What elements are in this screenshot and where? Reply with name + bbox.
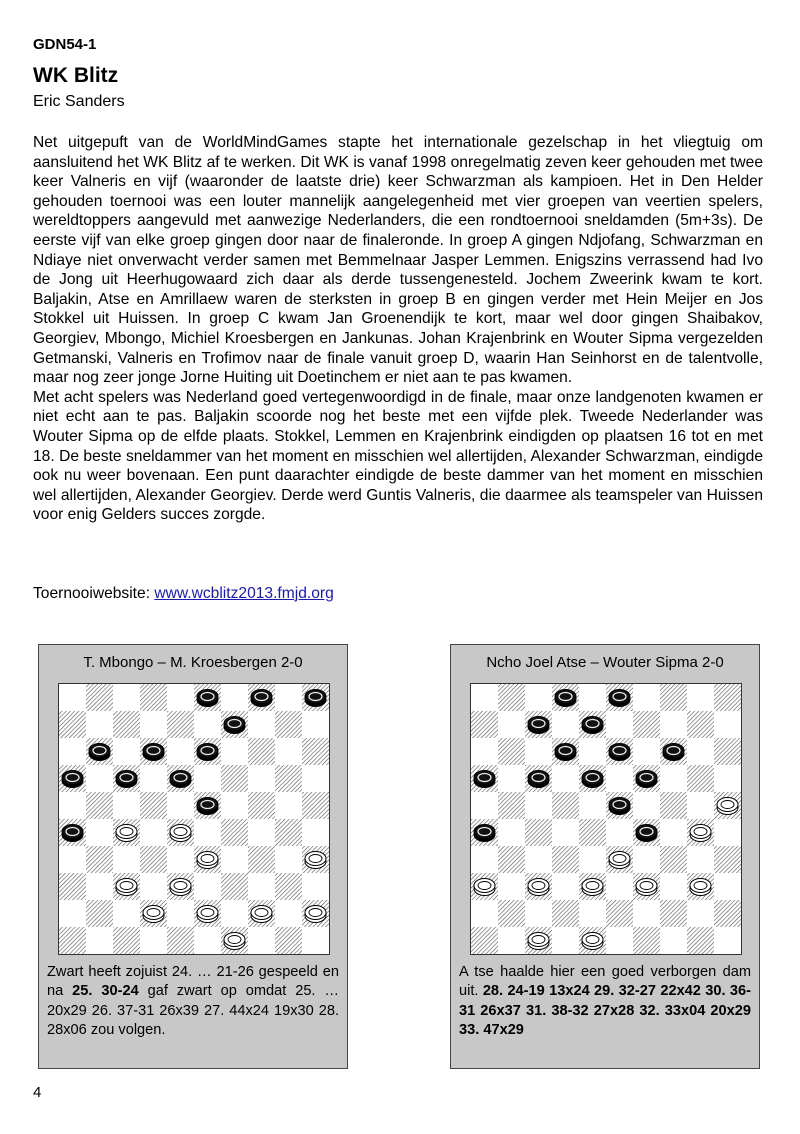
light-square bbox=[140, 927, 167, 954]
black-piece bbox=[62, 771, 83, 788]
light-square bbox=[552, 711, 579, 738]
black-piece bbox=[528, 717, 549, 734]
black-piece bbox=[474, 771, 495, 788]
dark-square bbox=[86, 792, 113, 819]
light-square bbox=[113, 846, 140, 873]
light-square bbox=[248, 927, 275, 954]
light-square bbox=[687, 846, 714, 873]
dark-square bbox=[687, 711, 714, 738]
light-square bbox=[86, 819, 113, 846]
checkers-board bbox=[58, 683, 330, 955]
light-square bbox=[525, 900, 552, 927]
white-piece bbox=[690, 879, 711, 896]
light-square bbox=[525, 738, 552, 765]
white-piece bbox=[474, 879, 495, 896]
article-body bbox=[33, 133, 763, 525]
light-square bbox=[579, 738, 606, 765]
article-author: Eric Sanders bbox=[33, 93, 125, 110]
dark-square bbox=[113, 927, 140, 954]
light-square bbox=[302, 873, 329, 900]
light-square bbox=[498, 873, 525, 900]
light-square bbox=[221, 792, 248, 819]
dark-square bbox=[498, 900, 525, 927]
light-square bbox=[633, 792, 660, 819]
black-piece bbox=[582, 717, 603, 734]
white-piece bbox=[197, 906, 218, 923]
article-title: WK Blitz bbox=[33, 64, 119, 87]
website-label: Toernooiwebsite: bbox=[33, 585, 155, 602]
dark-square bbox=[275, 819, 302, 846]
dark-square bbox=[660, 792, 687, 819]
light-square bbox=[525, 846, 552, 873]
light-square bbox=[221, 846, 248, 873]
light-square bbox=[167, 792, 194, 819]
light-square bbox=[248, 765, 275, 792]
light-square bbox=[498, 927, 525, 954]
dark-square bbox=[275, 927, 302, 954]
dark-square bbox=[167, 711, 194, 738]
light-square bbox=[471, 900, 498, 927]
light-square bbox=[167, 738, 194, 765]
light-square bbox=[167, 684, 194, 711]
dark-square bbox=[59, 873, 86, 900]
black-piece bbox=[609, 798, 630, 815]
light-square bbox=[194, 711, 221, 738]
light-square bbox=[221, 738, 248, 765]
dark-square bbox=[140, 792, 167, 819]
website-link[interactable]: www.wcblitz2013.fmjd.org bbox=[154, 585, 334, 602]
light-square bbox=[606, 711, 633, 738]
dark-square bbox=[579, 819, 606, 846]
light-square bbox=[167, 846, 194, 873]
black-piece bbox=[582, 771, 603, 788]
dark-square bbox=[86, 846, 113, 873]
light-square bbox=[606, 765, 633, 792]
diagram-title: Ncho Joel Atse – Wouter Sipma 2-0 bbox=[486, 654, 724, 671]
dark-square bbox=[221, 765, 248, 792]
white-piece bbox=[170, 879, 191, 896]
white-piece bbox=[116, 879, 137, 896]
light-square bbox=[687, 738, 714, 765]
light-square bbox=[167, 900, 194, 927]
dark-square bbox=[248, 846, 275, 873]
light-square bbox=[59, 684, 86, 711]
light-square bbox=[302, 711, 329, 738]
light-square bbox=[113, 684, 140, 711]
light-square bbox=[194, 819, 221, 846]
light-square bbox=[660, 873, 687, 900]
dark-square bbox=[302, 738, 329, 765]
caption-text: A tse haalde hier een goed verborgen dam uit. bbox=[459, 964, 751, 1000]
white-piece bbox=[251, 906, 272, 923]
light-square bbox=[687, 684, 714, 711]
light-square bbox=[302, 819, 329, 846]
article-paragraph-1: Net uitgepuft van de WorldMindGames stapte het internationale gezelschap in het vliegtuig om aansluitend het WK Blitz af te werken. Dit WK is vanaf 1998 onregelmatig zeven keer gehouden met twee keer Valneris en vijf (waaronder de laatste drie) keer Schwarzman als kampioen. Het in Den Helder gehouden toernooi was een louter mannelijk aangelegenheid met vier groepen van veertien spelers, wereldtoppers aangevuld met aanwezige Nederlanders, die een rondtoernooi sneldamden (5m+3s). De eerste vijf van elke groep gingen door naar de finaleronde. In groep A gingen Ndjofang, Schwarzman en Ndiaye niet onverwacht verder samen met Bemmelnaar Jasper Lemmen. Enigszins verrassend had Ivo de Jong uit Heerhugowaard zich daar als derde tussengenesteld. Jochem Zweerink kwam te kort. Baljakin, Atse en Amrillaew waren de sterksten in groep B en gingen verder met Hein Meijer en Jos Stokkel uit Huissen. In groep C kwam Jan Groenendijk te kort, maar wel door gingen Shaibakov, Georgiev, Mbongo, Michiel Kroesbergen en Jankunas. Johan Krajenbrink en Wouter Sipma vergezelden Getmanski, Valneris en Trofimov naar de finale vanuit groep D, waarin Han Seinhorst en de talentvolle, maar nog zeer jonge Jorne Huiting uit Doetinchem er niet aan te pas kwamen. bbox=[33, 134, 763, 387]
light-square bbox=[248, 711, 275, 738]
dark-square bbox=[221, 819, 248, 846]
light-square bbox=[660, 819, 687, 846]
light-square bbox=[59, 846, 86, 873]
light-square bbox=[660, 765, 687, 792]
white-piece bbox=[636, 879, 657, 896]
board-svg bbox=[59, 684, 329, 954]
dark-square bbox=[714, 846, 741, 873]
dark-square bbox=[302, 792, 329, 819]
white-piece bbox=[305, 852, 326, 869]
white-piece bbox=[582, 879, 603, 896]
dark-square bbox=[86, 684, 113, 711]
light-square bbox=[140, 711, 167, 738]
dark-square bbox=[633, 711, 660, 738]
black-piece bbox=[62, 825, 83, 842]
dark-square bbox=[275, 711, 302, 738]
black-piece bbox=[528, 771, 549, 788]
light-square bbox=[687, 792, 714, 819]
light-square bbox=[140, 819, 167, 846]
light-square bbox=[714, 765, 741, 792]
light-square bbox=[471, 684, 498, 711]
dark-square bbox=[660, 684, 687, 711]
light-square bbox=[660, 927, 687, 954]
dark-square bbox=[552, 792, 579, 819]
black-piece bbox=[197, 798, 218, 815]
diagram-title: T. Mbongo – M. Kroesbergen 2-0 bbox=[83, 654, 303, 671]
black-piece bbox=[224, 717, 245, 734]
light-square bbox=[687, 900, 714, 927]
white-piece bbox=[528, 933, 549, 950]
light-square bbox=[525, 684, 552, 711]
black-piece bbox=[474, 825, 495, 842]
dark-square bbox=[59, 711, 86, 738]
light-square bbox=[633, 684, 660, 711]
light-square bbox=[498, 711, 525, 738]
light-square bbox=[498, 765, 525, 792]
light-square bbox=[248, 819, 275, 846]
light-square bbox=[714, 711, 741, 738]
black-piece bbox=[609, 744, 630, 761]
dark-square bbox=[498, 846, 525, 873]
light-square bbox=[714, 819, 741, 846]
black-piece bbox=[555, 744, 576, 761]
dark-square bbox=[552, 846, 579, 873]
white-piece bbox=[717, 798, 738, 815]
black-piece bbox=[305, 690, 326, 707]
light-square bbox=[606, 819, 633, 846]
light-square bbox=[471, 792, 498, 819]
dark-square bbox=[552, 900, 579, 927]
black-piece bbox=[636, 825, 657, 842]
dark-square bbox=[498, 738, 525, 765]
black-piece bbox=[89, 744, 110, 761]
article-paragraph-2: Met acht spelers was Nederland goed vertegenwoordigd in de finale, maar onze landgenoten kwamen er niet echt aan te pas. Baljakin scoorde nog het beste met een vijfde plek. Tweede Nederlander was Wouter Sipma op de elfde plaats. Stokkel, Lemmen en Krajenbrink eindigden op plaatsen 16 tot en met 18. De beste sneldammer van het moment en misschien wel allertijden, Alexander Schwarzman, eindigde ook nu weer bovenaan. Een punt daarachter eindigde de beste dammer van het moment en misschien wel allertijden, Alexander Georgiev. Derde werd Guntis Valneris, die daarmee als teamspeler van Huissen voor enig Gelders succes zorgde. bbox=[33, 388, 763, 524]
light-square bbox=[498, 819, 525, 846]
light-square bbox=[471, 738, 498, 765]
dark-square bbox=[660, 900, 687, 927]
white-piece bbox=[224, 933, 245, 950]
board-svg bbox=[471, 684, 741, 954]
black-piece bbox=[609, 690, 630, 707]
dark-square bbox=[525, 819, 552, 846]
black-piece bbox=[197, 744, 218, 761]
light-square bbox=[113, 900, 140, 927]
black-piece bbox=[143, 744, 164, 761]
magazine-code: GDN54-1 bbox=[33, 36, 97, 53]
light-square bbox=[59, 738, 86, 765]
light-square bbox=[714, 873, 741, 900]
light-square bbox=[140, 765, 167, 792]
black-piece bbox=[170, 771, 191, 788]
diagram-panel-1 bbox=[38, 644, 348, 1069]
dark-square bbox=[498, 684, 525, 711]
black-piece bbox=[197, 690, 218, 707]
dark-square bbox=[113, 711, 140, 738]
dark-square bbox=[86, 900, 113, 927]
dark-square bbox=[221, 873, 248, 900]
dark-square bbox=[248, 738, 275, 765]
light-square bbox=[606, 927, 633, 954]
light-square bbox=[248, 873, 275, 900]
caption-bold-moves: 25. 30-24 bbox=[72, 983, 139, 1000]
light-square bbox=[552, 873, 579, 900]
dark-square bbox=[714, 738, 741, 765]
light-square bbox=[579, 792, 606, 819]
dark-square bbox=[275, 765, 302, 792]
light-square bbox=[552, 765, 579, 792]
light-square bbox=[194, 927, 221, 954]
light-square bbox=[86, 873, 113, 900]
white-piece bbox=[582, 933, 603, 950]
light-square bbox=[194, 873, 221, 900]
dark-square bbox=[714, 684, 741, 711]
light-square bbox=[714, 927, 741, 954]
website-line bbox=[33, 585, 334, 603]
dark-square bbox=[59, 927, 86, 954]
checkers-board bbox=[470, 683, 742, 955]
light-square bbox=[302, 927, 329, 954]
light-square bbox=[633, 900, 660, 927]
dark-square bbox=[471, 927, 498, 954]
light-square bbox=[275, 684, 302, 711]
light-square bbox=[221, 684, 248, 711]
dark-square bbox=[471, 711, 498, 738]
dark-square bbox=[633, 927, 660, 954]
dark-square bbox=[275, 873, 302, 900]
black-piece bbox=[555, 690, 576, 707]
black-piece bbox=[663, 744, 684, 761]
light-square bbox=[113, 792, 140, 819]
page-number: 4 bbox=[33, 1084, 42, 1101]
black-piece bbox=[636, 771, 657, 788]
dark-square bbox=[687, 927, 714, 954]
light-square bbox=[633, 846, 660, 873]
light-square bbox=[275, 792, 302, 819]
white-piece bbox=[116, 825, 137, 842]
light-square bbox=[579, 846, 606, 873]
light-square bbox=[221, 900, 248, 927]
light-square bbox=[275, 738, 302, 765]
black-piece bbox=[116, 771, 137, 788]
white-piece bbox=[143, 906, 164, 923]
dark-square bbox=[687, 765, 714, 792]
light-square bbox=[194, 765, 221, 792]
light-square bbox=[59, 792, 86, 819]
light-square bbox=[660, 711, 687, 738]
light-square bbox=[579, 684, 606, 711]
light-square bbox=[579, 900, 606, 927]
light-square bbox=[302, 765, 329, 792]
light-square bbox=[525, 792, 552, 819]
white-piece bbox=[528, 879, 549, 896]
dark-square bbox=[606, 900, 633, 927]
caption-text: Zwart heeft zojuist 24. … 21-26 gespeeld en na bbox=[47, 964, 339, 1000]
light-square bbox=[86, 765, 113, 792]
white-piece bbox=[609, 852, 630, 869]
caption-bold-moves: 28. 24-19 13x24 29. 32-27 22x42 30. 36-31 26x37 31. 38-32 27x28 32. 33x04 20x29 33. 47x29 bbox=[459, 983, 751, 1039]
white-piece bbox=[305, 906, 326, 923]
dark-square bbox=[167, 927, 194, 954]
light-square bbox=[471, 846, 498, 873]
black-piece bbox=[251, 690, 272, 707]
white-piece bbox=[170, 825, 191, 842]
light-square bbox=[86, 927, 113, 954]
white-piece bbox=[690, 825, 711, 842]
light-square bbox=[59, 900, 86, 927]
dark-square bbox=[140, 846, 167, 873]
light-square bbox=[275, 846, 302, 873]
light-square bbox=[113, 738, 140, 765]
light-square bbox=[552, 819, 579, 846]
light-square bbox=[552, 927, 579, 954]
dark-square bbox=[498, 792, 525, 819]
dark-square bbox=[248, 792, 275, 819]
light-square bbox=[606, 873, 633, 900]
diagram-panel-2 bbox=[450, 644, 760, 1069]
dark-square bbox=[660, 846, 687, 873]
caption-text: gaf zwart op omdat 25. … 20x29 26. 37-31 26x39 27. 44x24 19x30 28. 28x06 zou volgen. bbox=[47, 983, 339, 1039]
dark-square bbox=[140, 684, 167, 711]
diagram-caption bbox=[47, 963, 339, 1041]
white-piece bbox=[197, 852, 218, 869]
light-square bbox=[140, 873, 167, 900]
light-square bbox=[86, 711, 113, 738]
diagram-caption bbox=[459, 963, 751, 1041]
light-square bbox=[275, 900, 302, 927]
dark-square bbox=[714, 900, 741, 927]
light-square bbox=[633, 738, 660, 765]
